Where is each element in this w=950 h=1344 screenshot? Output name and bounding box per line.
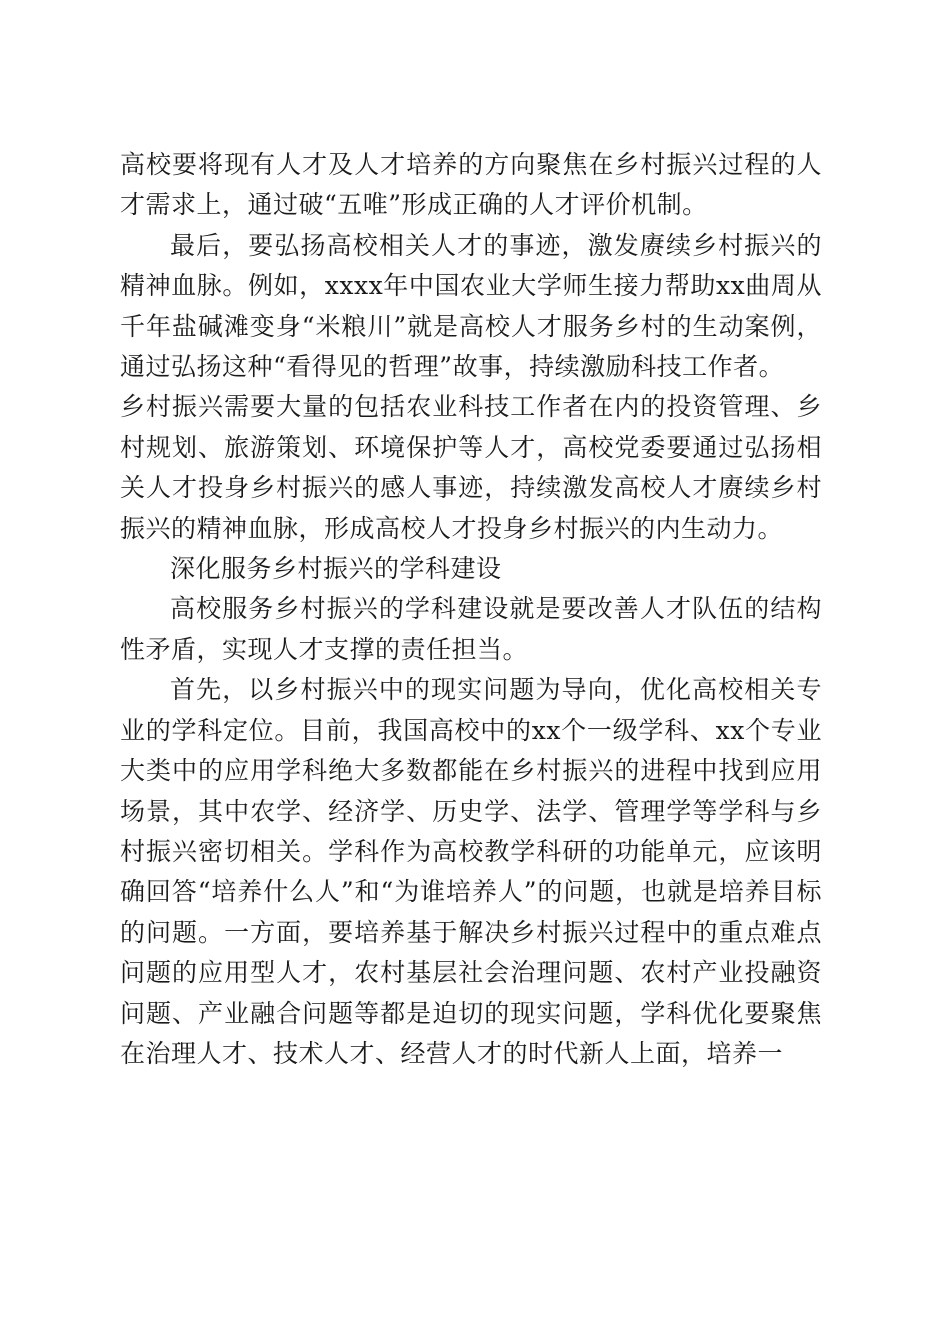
paragraph-rural-revitalization-talents: 乡村振兴需要大量的包括农业科技工作者在内的投资管理、乡村规划、旅游策划、环境保护等人才，高校党委要通过弘扬相关人才投身乡村振兴的感人事迹，持续激发高校人才赓续乡村振兴的精神血脉，形成高校人才投身乡村振兴的内生动力。	[120, 392, 822, 543]
paragraph-first-problem-oriented: 首先，以乡村振兴中的现实问题为导向，优化高校相关专业的学科定位。目前，我国高校中的xx个一级学科、xx个专业大类中的应用学科绝大多数都能在乡村振兴的进程中找到应用场景，其中农学、经济学、历史学、法学、管理学等学科与乡村振兴密切相关。学科作为高校教学科研的功能单元，应该明确回答“培养什么人”和“为谁培养人”的问题，也就是培养目标的问题。一方面，要培养基于解决乡村振兴过程中的重点难点问题的应用型人才，农村基层社会治理问题、农村产业投融资问题、产业融合问题等都是迫切的现实问题，学科优化要聚焦在治理人才、技术人才、经营人才的时代新人上面，培养一	[120, 675, 822, 1068]
paragraph-talent-evaluation: 高校要将现有人才及人才培养的方向聚焦在乡村振兴过程的人才需求上，通过破“五唯”形成正确的人才评价机制。	[120, 150, 822, 220]
document-body	[120, 145, 822, 1074]
section-heading-discipline-construction: 深化服务乡村振兴的学科建设	[170, 554, 502, 584]
paragraph-finally-promote-deeds: 最后，要弘扬高校相关人才的事迹，激发赓续乡村振兴的精神血脉。例如，xxxx年中国农业大学师生接力帮助xx曲周从千年盐碱滩变身“米粮川”就是高校人才服务乡村的生动案例，通过弘扬这种“看得见的哲理”故事，持续激励科技工作者。	[120, 230, 822, 382]
paragraph-discipline-intro: 高校服务乡村振兴的学科建设就是要改善人才队伍的结构性矛盾，实现人才支撑的责任担当。	[120, 594, 822, 664]
